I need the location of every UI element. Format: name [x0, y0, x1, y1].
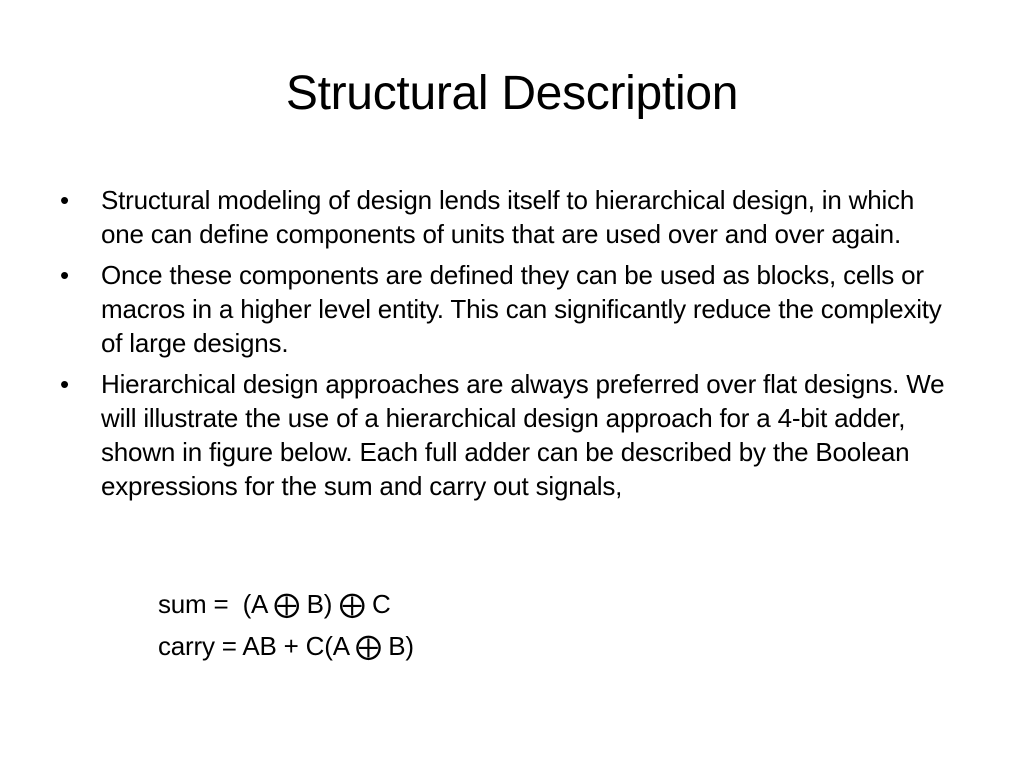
slide-title: Structural Description [285, 67, 739, 120]
sum-formula: sum = (A ⨁ B) ⨁ C [158, 589, 391, 619]
bullet-text: Structural modeling of design lends itself to hierarchical design, in which one can define components of units that are used over and over again. [101, 185, 915, 249]
bullet-icon: • [60, 260, 69, 290]
bullet-text: Hierarchical design approaches are always preferred over flat designs. We will illustrate the use of a hierarchical design approach for a 4-bit adder, shown in figure below. Each full adder can be described by the Boolean expressions for the sum and carry out signals, [101, 369, 945, 501]
bullet-item [60, 367, 960, 503]
bullet-item [60, 183, 960, 251]
carry-formula: carry = AB + C(A ⨁ B) [158, 631, 414, 661]
bullet-icon: • [60, 369, 69, 399]
bullet-text: Once these components are defined they can be used as blocks, cells or macros in a higher level entity. This can significantly reduce the complexity of large designs. [101, 260, 942, 358]
formula-block [158, 583, 414, 667]
bullet-list [60, 183, 960, 510]
bullet-item [60, 258, 960, 360]
bullet-icon: • [60, 185, 69, 215]
